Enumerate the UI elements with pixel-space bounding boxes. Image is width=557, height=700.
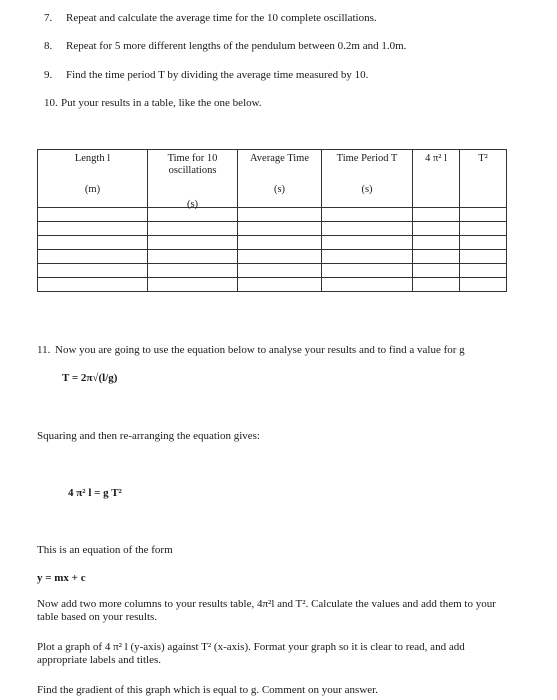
table-row bbox=[38, 264, 507, 278]
step-7-text: Repeat and calculate the average time for the 10 complete oscillations. bbox=[66, 12, 377, 24]
header-t-squared bbox=[460, 150, 507, 208]
table-cell bbox=[148, 278, 238, 292]
table-cell bbox=[238, 278, 322, 292]
header-4pi2l-label: 4 π² l bbox=[425, 153, 447, 164]
table-cell bbox=[413, 264, 460, 278]
header-time-period-unit: (s) bbox=[361, 184, 373, 195]
table-cell bbox=[238, 208, 322, 222]
equation-form-text: This is an equation of the form bbox=[37, 544, 173, 556]
step-9-text: Find the time period T by dividing the average time measured by 10. bbox=[66, 69, 369, 81]
table-cell bbox=[148, 250, 238, 264]
table-header-row bbox=[38, 150, 507, 208]
table-row bbox=[38, 208, 507, 222]
table-cell bbox=[238, 222, 322, 236]
table-cell bbox=[322, 236, 413, 250]
table-row bbox=[38, 278, 507, 292]
table-cell bbox=[460, 222, 507, 236]
step-11-text: Now you are going to use the equation below to analyse your results and to find a value for g bbox=[55, 344, 465, 356]
header-average-time bbox=[238, 150, 322, 208]
table-cell bbox=[238, 264, 322, 278]
equation-rearranged: 4 π² l = g T² bbox=[68, 487, 122, 499]
squaring-text: Squaring and then re-arranging the equation gives: bbox=[37, 430, 260, 442]
table-cell bbox=[238, 250, 322, 264]
header-length bbox=[38, 150, 148, 208]
table-cell bbox=[460, 208, 507, 222]
table-cell bbox=[148, 222, 238, 236]
table-row bbox=[38, 236, 507, 250]
table-cell bbox=[460, 278, 507, 292]
results-table bbox=[37, 149, 507, 292]
table-cell bbox=[38, 222, 148, 236]
step-11-number: 11. bbox=[37, 344, 51, 356]
table-cell bbox=[238, 236, 322, 250]
table-cell bbox=[413, 278, 460, 292]
table-row bbox=[38, 222, 507, 236]
table-row bbox=[38, 250, 507, 264]
table-cell bbox=[413, 222, 460, 236]
table-cell bbox=[322, 264, 413, 278]
header-average-time-unit: (s) bbox=[273, 184, 286, 195]
table-cell bbox=[38, 278, 148, 292]
table-cell bbox=[413, 250, 460, 264]
header-average-time-label: Average Time bbox=[249, 153, 309, 164]
instruction-add-columns: Now add two more columns to your results table, 4π²l and T². Calculate the values and add them to your table based on your results. bbox=[37, 598, 496, 623]
table-cell bbox=[460, 264, 507, 278]
header-t-squared-label: T² bbox=[478, 153, 488, 164]
step-10-number: 10. bbox=[44, 97, 58, 109]
header-time-10-unit: (s) bbox=[186, 199, 199, 210]
table-cell bbox=[322, 250, 413, 264]
table-cell bbox=[413, 236, 460, 250]
header-length-label: Length l bbox=[74, 153, 111, 164]
equation-pendulum: T = 2π√(l/g) bbox=[62, 372, 118, 384]
table-cell bbox=[413, 208, 460, 222]
header-time-10 bbox=[148, 150, 238, 208]
header-time-period bbox=[322, 150, 413, 208]
table-cell bbox=[322, 208, 413, 222]
step-10-text: Put your results in a table, like the one below. bbox=[61, 97, 262, 109]
step-7-number: 7. bbox=[44, 12, 53, 24]
instruction-plot-graph: Plot a graph of 4 π² l (y-axis) against T² (x-axis). Format your graph so it is clear to read, and add appropriate labels and titles. bbox=[37, 641, 465, 666]
instruction-find-gradient: Find the gradient of this graph which is equal to g. Comment on your answer. bbox=[37, 684, 378, 696]
table-cell bbox=[38, 264, 148, 278]
step-8-text: Repeat for 5 more different lengths of the pendulum between 0.2m and 1.0m. bbox=[66, 40, 407, 52]
header-time-period-label: Time Period T bbox=[336, 153, 398, 164]
step-8-number: 8. bbox=[44, 40, 53, 52]
table-cell bbox=[38, 208, 148, 222]
table-cell bbox=[322, 278, 413, 292]
header-time-10-label: Time for 10 oscillations bbox=[167, 153, 218, 176]
equation-linear: y = mx + c bbox=[37, 572, 86, 584]
header-length-unit: (m) bbox=[84, 184, 101, 195]
table-cell bbox=[460, 250, 507, 264]
table-cell bbox=[148, 264, 238, 278]
table-cell bbox=[460, 236, 507, 250]
table-cell bbox=[38, 236, 148, 250]
step-9-number: 9. bbox=[44, 69, 53, 81]
header-4pi2l bbox=[413, 150, 460, 208]
table-cell bbox=[322, 222, 413, 236]
table-cell bbox=[38, 250, 148, 264]
table-cell bbox=[148, 236, 238, 250]
